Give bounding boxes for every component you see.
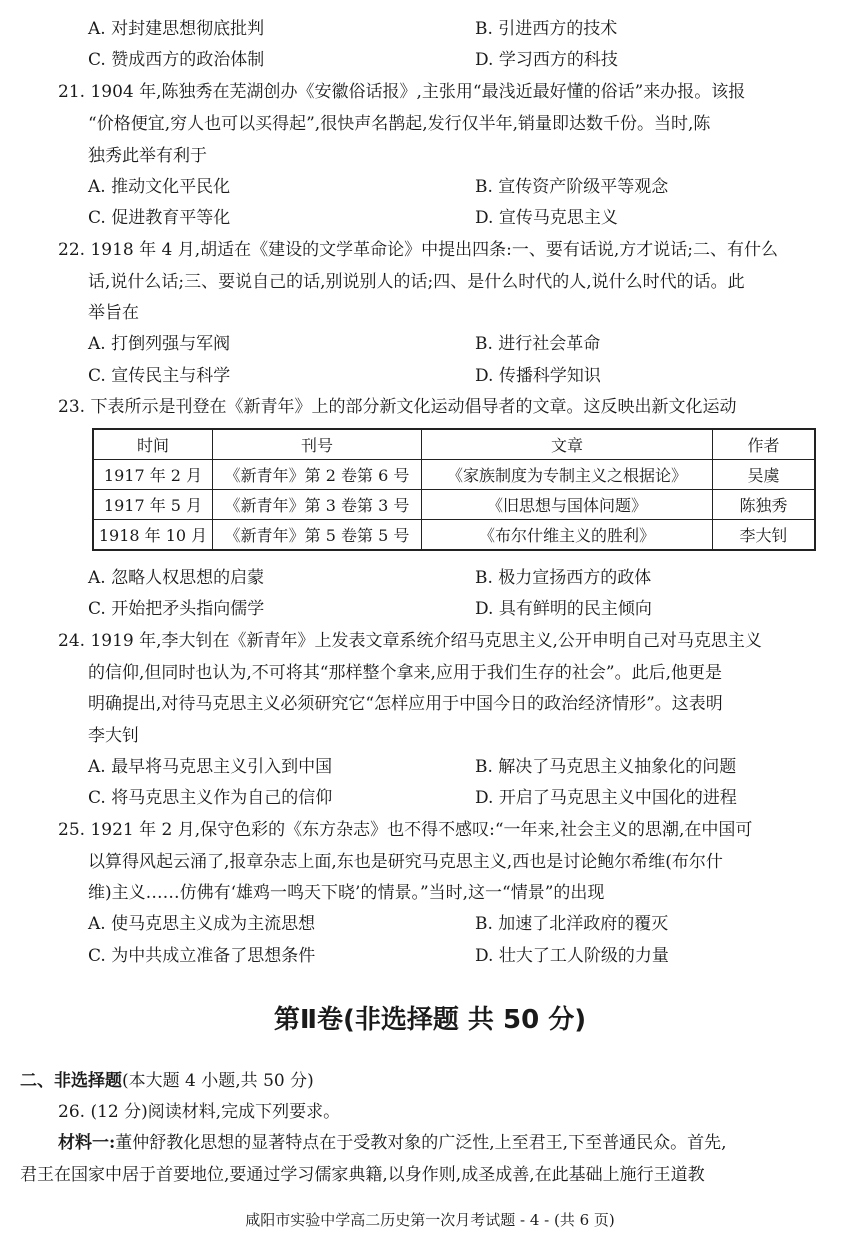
q21-stem-line3: 独秀此举有利于 (88, 146, 207, 166)
q26-material-line2: 君王在国家中居于首要地位,要通过学习儒家典籍,以身作则,成圣成善,在此基础上施行王道教 (20, 1165, 705, 1185)
q24-stem-line1: 24. 1919 年,李大钊在《新青年》上发表文章系统介绍马克思主义,公开申明自己对马克思主义 (58, 631, 762, 651)
q26-material-line1 (58, 1131, 727, 1155)
q20-option-c: C. 赞成西方的政治体制 (88, 50, 265, 70)
table-cell-time: 1917 年 2 月 (93, 460, 213, 490)
section-title: 第Ⅱ卷(非选择题 共 50 分) (273, 1005, 587, 1035)
table-cell-issue: 《新青年》第 5 卷第 5 号 (213, 520, 422, 551)
table-cell-author: 陈独秀 (713, 490, 816, 520)
table-cell-article: 《旧思想与国体问题》 (422, 490, 713, 520)
table-cell-issue: 《新青年》第 3 卷第 3 号 (213, 490, 422, 520)
q26-material-label: 材料一: (58, 1133, 116, 1153)
q23-option-d: D. 具有鲜明的民主倾向 (475, 599, 652, 619)
q22-option-c: C. 宣传民主与科学 (88, 366, 231, 386)
q21-stem-line1: 21. 1904 年,陈独秀在芜湖创办《安徽俗话报》,主张用“最浅近最好懂的俗话”来办报。该报 (58, 82, 746, 102)
q23-option-a: A. 忽略人权思想的启蒙 (88, 568, 265, 588)
q23-table (92, 428, 816, 551)
q26-material-text1: 董仲舒教化思想的显著特点在于受教对象的广泛性,上至君王,下至普通民众。首先, (115, 1133, 727, 1153)
page-footer: 咸阳市实验中学高二历史第一次月考试题 - 4 - (共 6 页) (245, 1211, 615, 1229)
q24-option-b: B. 解决了马克思主义抽象化的问题 (475, 757, 737, 777)
table-header-author: 作者 (713, 429, 816, 460)
table-cell-time: 1918 年 10 月 (93, 520, 213, 551)
q23-option-c: C. 开始把矛头指向儒学 (88, 599, 265, 619)
table-row (93, 520, 815, 551)
table-cell-author: 李大钊 (713, 520, 816, 551)
q24-stem-line2: 的信仰,但同时也认为,不可将其“那样整个拿来,应用于我们生存的社会”。此后,他更是 (88, 663, 722, 683)
table-cell-author: 吴虞 (713, 460, 816, 490)
q25-option-c: C. 为中共成立准备了思想条件 (88, 946, 316, 966)
q21-stem-line2: “价格便宜,穷人也可以买得起”,很快声名鹊起,发行仅半年,销量即达数千份。当时,陈 (88, 114, 711, 134)
part2-heading-desc: (本大题 4 小题,共 50 分) (122, 1071, 314, 1091)
table-header-time: 时间 (93, 429, 213, 460)
q22-option-d: D. 传播科学知识 (475, 366, 601, 386)
table-header-row (93, 429, 815, 460)
q22-stem-line2: 话,说什么话;三、要说自己的话,别说别人的话;四、是什么时代的人,说什么时代的话。此 (88, 272, 745, 292)
q22-stem-line3: 举旨在 (88, 303, 139, 323)
table-cell-article: 《家族制度为专制主义之根据论》 (422, 460, 713, 490)
q24-stem-line3: 明确提出,对待马克思主义必须研究它“怎样应用于中国今日的政治经济情形”。这表明 (88, 694, 723, 714)
q24-stem-line4: 李大钊 (88, 726, 139, 746)
table-row (93, 490, 815, 520)
q26-stem-line1: 26. (12 分)阅读材料,完成下列要求。 (58, 1102, 341, 1122)
q24-option-c: C. 将马克思主义作为自己的信仰 (88, 788, 333, 808)
q22-stem-line1: 22. 1918 年 4 月,胡适在《建设的文学革命论》中提出四条:一、要有话说,方才说话;二、有什么 (58, 240, 778, 260)
q25-option-b: B. 加速了北洋政府的覆灭 (475, 914, 669, 934)
table-row (93, 460, 815, 490)
table-header-issue: 刊号 (213, 429, 422, 460)
q20-option-a: A. 对封建思想彻底批判 (88, 19, 265, 39)
q21-option-c: C. 促进教育平等化 (88, 208, 231, 228)
table-cell-article: 《布尔什维主义的胜利》 (422, 520, 713, 551)
q25-option-d: D. 壮大了工人阶级的力量 (475, 946, 669, 966)
q20-option-d: D. 学习西方的科技 (475, 50, 618, 70)
q25-stem-line3: 维)主义……仿佛有‘雄鸡一鸣天下晓’的情景。”当时,这一“情景”的出现 (88, 883, 605, 903)
q25-option-a: A. 使马克思主义成为主流思想 (88, 914, 316, 934)
table-header-article: 文章 (422, 429, 713, 460)
q25-stem-line2: 以算得风起云涌了,报章杂志上面,东也是研究马克思主义,西也是讨论鲍尔希维(布尔什 (88, 852, 723, 872)
table-cell-issue: 《新青年》第 2 卷第 6 号 (213, 460, 422, 490)
q23-stem-line1: 23. 下表所示是刊登在《新青年》上的部分新文化运动倡导者的文章。这反映出新文化运动 (58, 397, 737, 417)
q22-option-b: B. 进行社会革命 (475, 334, 601, 354)
q25-stem-line1: 25. 1921 年 2 月,保守色彩的《东方杂志》也不得不感叹:“一年来,社会主义的思潮,在中国可 (58, 820, 753, 840)
q21-option-b: B. 宣传资产阶级平等观念 (475, 177, 669, 197)
q23-option-b: B. 极力宣扬西方的政体 (475, 568, 652, 588)
q22-option-a: A. 打倒列强与军阀 (88, 334, 231, 354)
q24-option-d: D. 开启了马克思主义中国化的进程 (475, 788, 737, 808)
part2-heading (20, 1069, 314, 1093)
q21-option-d: D. 宣传马克思主义 (475, 208, 618, 228)
q24-option-a: A. 最早将马克思主义引入到中国 (88, 757, 333, 777)
q20-option-b: B. 引进西方的技术 (475, 19, 618, 39)
table-cell-time: 1917 年 5 月 (93, 490, 213, 520)
part2-heading-label: 二、非选择题 (20, 1071, 122, 1091)
q21-option-a: A. 推动文化平民化 (88, 177, 231, 197)
